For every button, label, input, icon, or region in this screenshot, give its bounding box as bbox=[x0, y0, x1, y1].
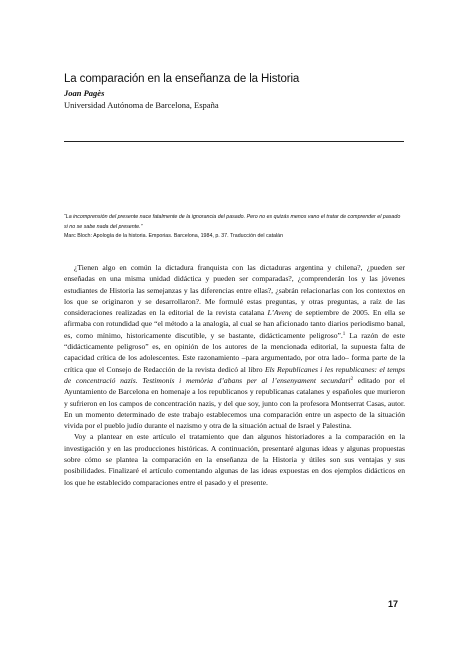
paragraph-1-text-a: ¿Tienen algo en común la dictadura franquista con las dictaduras argentina y chilena?, ¿pueden ser enseñadas en una misma unidad didáctica y pueden ser comparadas?, ¿comprenderán los y las jóvenes estudiantes de Historia las semejanzas y las diferencias entre ellas?, ¿sabrán relacionarlas con los contextos en los que se originaron y se desarrollaron?. Me formulé estas preguntas, y otras preguntas, a raíz de las consideraciones realizadas en la editorial de la revista catalana bbox=[64, 263, 405, 318]
page-number: 17 bbox=[388, 599, 399, 609]
epigraph bbox=[64, 213, 404, 242]
author-name: Joan Pagès bbox=[64, 88, 105, 98]
book-title: Els Republicanes i les republicanes: el temps de concentració nazis. Testimonis i memòria d’abans per al l’ensenyament secundari bbox=[64, 364, 405, 385]
header-divider bbox=[64, 141, 404, 142]
paragraph-2: Voy a plantear en este artículo el tratamiento que dan algunos historiadores a la comparación en la investigación y en las producciones históricas. A continuación, presentaré algunas ideas y algunas propuestas sobre cómo se plantea la comparación en la enseñanza de la Historia y útiles son sus ventajas y sus posibilidades. Finalizaré el artículo comentando algunas de las ideas expuestas en dos ejemplos didácticos en los que he establecido comparaciones entre el pasado y el presente. bbox=[64, 432, 405, 487]
author-affiliation: Universidad Autónoma de Barcelona, España bbox=[64, 100, 219, 110]
paragraph-1-text-c: La razón de este “didácticamente peligroso” es, en opinión de los autores de la mencionada editorial, la supuesta falta de capacidad crítica de los adolescentes. Este razonamiento –para argumentado, por otra lado– forma parte de la crítica que el Consejo de Redacción de la revista dedicó al libro bbox=[64, 330, 405, 374]
epigraph-quote: “La incomprensión del presente nace fatalmente de la ignorancia del pasado. Pero no es quizás menos vano el tratar de comprender el pasado si no se sabe nada del presente.” bbox=[64, 214, 401, 230]
article-body bbox=[64, 262, 405, 488]
footnote-ref-1[interactable]: 1 bbox=[342, 331, 346, 337]
journal-name: L’Avenç bbox=[267, 308, 293, 318]
paragraph-1-text-b: de septiembre de 2005. En ella se afirmaba con rotundidad que “el método a la analogía, al cual se han aficionado tanto diarios periodismo banal, es, como mínimo, historicamente discutible, y se bastante, didácticamente peligroso”. bbox=[64, 308, 405, 340]
article-title: La comparación en la enseñanza de la Historia bbox=[64, 73, 300, 85]
epigraph-source: Marc Bloch: Apología de la historia. Emporias. Barcelona, 1984, p. 37. Traducción del catalán bbox=[64, 233, 284, 239]
paragraph-1-text-d: editado por el Ayuntamiento de Barcelona en homenaje a los republicanos y republicanas catalanes y españoles que murieron y sufrieron en los campos de concentración nazis, y del que soy, junto con la profesora Montserrat Casas, autor. En un momento determinado de este trabajo establecemos una comparación entre un aspecto de la situación vivida por el pueblo judío durante el nazismo y otra de la situación actual de Israel y Palestina. bbox=[64, 375, 405, 431]
paragraph-1 bbox=[64, 262, 405, 431]
footnote-ref-2[interactable]: 2 bbox=[350, 376, 354, 382]
